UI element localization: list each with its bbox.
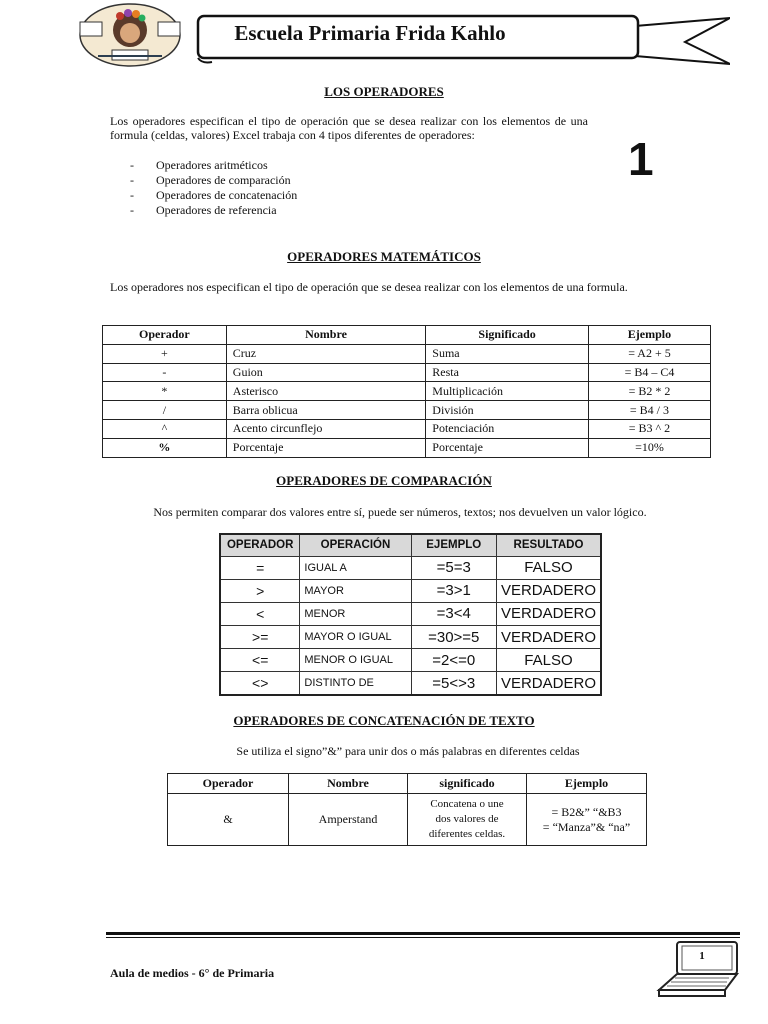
header-ejemplo: EJEMPLO	[411, 534, 496, 556]
table-row	[220, 579, 601, 602]
intro-paragraph: Los operadores especifican el tipo de operación que se desea realizar con los elementos de una formula (celdas, valores) Excel trabaja con 4 tipos diferentes de operadores:	[110, 114, 588, 142]
cell-example	[527, 794, 647, 846]
cell-name: Barra oblicua	[226, 401, 426, 420]
cell-result: VERDADERO	[496, 626, 601, 649]
cell-operation: MENOR O IGUAL	[300, 649, 411, 672]
cell-operation: DISTINTO DE	[300, 672, 411, 695]
cell-result: FALSO	[496, 556, 601, 579]
header-nombre: Nombre	[226, 326, 426, 345]
header-nombre: Nombre	[289, 774, 408, 794]
header-resultado: RESULTADO	[496, 534, 601, 556]
cell-meaning: Resta	[426, 363, 589, 382]
table-row	[220, 602, 601, 625]
section-title-concatenacion: OPERADORES DE CONCATENACIÓN DE TEXTO	[233, 713, 535, 728]
comparison-operators-table	[219, 533, 602, 696]
cell-meaning	[408, 794, 527, 846]
section-title-operadores: LOS OPERADORES	[324, 84, 444, 99]
cell-example: =5<>3	[411, 672, 496, 695]
header-operacion: OPERACIÓN	[300, 534, 411, 556]
cell-operation: MAYOR O IGUAL	[300, 626, 411, 649]
section-title-matematicos: OPERADORES MATEMÁTICOS	[287, 249, 481, 264]
cell-operation: IGUAL A	[300, 556, 411, 579]
cell-name: Acento circunflejo	[226, 419, 426, 438]
school-name: Escuela Primaria Frida Kahlo	[234, 20, 506, 45]
cell-meaning: Potenciación	[426, 419, 589, 438]
cell-example: =10%	[588, 438, 710, 457]
section-title-comparacion: OPERADORES DE COMPARACIÓN	[276, 473, 492, 488]
table-row	[103, 401, 711, 420]
table-header-row	[168, 774, 647, 794]
cell-operator: <>	[220, 672, 300, 695]
cell-meaning: Suma	[426, 344, 589, 363]
cell-example: =3>1	[411, 579, 496, 602]
cell-result: VERDADERO	[496, 602, 601, 625]
cell-name: Amperstand	[289, 794, 408, 846]
table-header-row	[220, 534, 601, 556]
meaning-line: diferentes celdas.	[428, 828, 506, 840]
cell-example: =30>=5	[411, 626, 496, 649]
math-operators-table	[102, 325, 711, 458]
footer-text: Aula de medios - 6° de Primaria	[110, 966, 275, 980]
concat-intro-paragraph: Se utiliza el signo”&” para unir dos o más palabras en diferentes celdas	[236, 744, 580, 758]
table-row	[103, 344, 711, 363]
table-row	[103, 382, 711, 401]
footer-rule-thin	[106, 937, 740, 938]
cell-operation: MAYOR	[300, 579, 411, 602]
cell-example: = A2 + 5	[588, 344, 710, 363]
cell-operator: =	[220, 556, 300, 579]
table-row	[220, 556, 601, 579]
concat-operator-table	[167, 773, 647, 846]
header-ejemplo: Ejemplo	[527, 774, 647, 794]
operator-types-list	[130, 158, 297, 218]
cell-name: Guion	[226, 363, 426, 382]
header-operador: OPERADOR	[220, 534, 300, 556]
cell-example: =2<=0	[411, 649, 496, 672]
cell-example: =5=3	[411, 556, 496, 579]
cell-operation: MENOR	[300, 602, 411, 625]
table-row	[168, 794, 647, 846]
cell-meaning: Multiplicación	[426, 382, 589, 401]
table-row	[220, 649, 601, 672]
school-logo	[78, 2, 182, 68]
example-line: = “Manza”& “na”	[542, 819, 631, 834]
cell-operator: <=	[220, 649, 300, 672]
cell-example: = B3 ^ 2	[588, 419, 710, 438]
table-header-row	[103, 326, 711, 345]
list-item: - Operadores aritméticos	[130, 158, 297, 173]
table-row	[220, 672, 601, 695]
header-ejemplo: Ejemplo	[588, 326, 710, 345]
cell-result: VERDADERO	[496, 672, 601, 695]
header-significado: Significado	[426, 326, 589, 345]
cell-result: FALSO	[496, 649, 601, 672]
cell-operator: <	[220, 602, 300, 625]
cell-result: VERDADERO	[496, 579, 601, 602]
list-item: - Operadores de concatenación	[130, 188, 297, 203]
cell-meaning: Porcentaje	[426, 438, 589, 457]
table-row	[220, 626, 601, 649]
cell-operator: *	[103, 382, 227, 401]
cell-operator: +	[103, 344, 227, 363]
cell-example: = B4 – C4	[588, 363, 710, 382]
math-intro-paragraph: Los operadores nos especifican el tipo de operación que se desea realizar con los elementos de una formula.	[110, 280, 628, 294]
page-number: 1	[699, 950, 705, 962]
footer-rule	[106, 932, 740, 935]
list-item: - Operadores de referencia	[130, 203, 297, 218]
table-row	[103, 363, 711, 382]
meaning-line: dos valores de	[435, 813, 499, 825]
cell-operator: ^	[103, 419, 227, 438]
lesson-number: 1	[628, 133, 654, 185]
cell-example: =3<4	[411, 602, 496, 625]
cell-name: Porcentaje	[226, 438, 426, 457]
cell-meaning: División	[426, 401, 589, 420]
list-item: - Operadores de comparación	[130, 173, 297, 188]
cell-operator: >	[220, 579, 300, 602]
meaning-line: Concatena o une	[430, 798, 504, 810]
cell-operator: -	[103, 363, 227, 382]
example-line: = B2&” “&B3	[551, 804, 622, 819]
table-row	[103, 438, 711, 457]
cell-name: Asterisco	[226, 382, 426, 401]
cell-operator: %	[103, 438, 227, 457]
cell-name: Cruz	[226, 344, 426, 363]
cell-operator: >=	[220, 626, 300, 649]
header-operador: Operador	[103, 326, 227, 345]
cell-operator: /	[103, 401, 227, 420]
cell-example: = B2 * 2	[588, 382, 710, 401]
header-significado: significado	[408, 774, 527, 794]
comparison-intro-paragraph: Nos permiten comparar dos valores entre sí, puede ser números, textos; nos devuelven un valor lógico.	[153, 505, 647, 519]
cell-example: = B4 / 3	[588, 401, 710, 420]
header-operador: Operador	[168, 774, 289, 794]
cell-operator: &	[168, 794, 289, 846]
table-row	[103, 419, 711, 438]
